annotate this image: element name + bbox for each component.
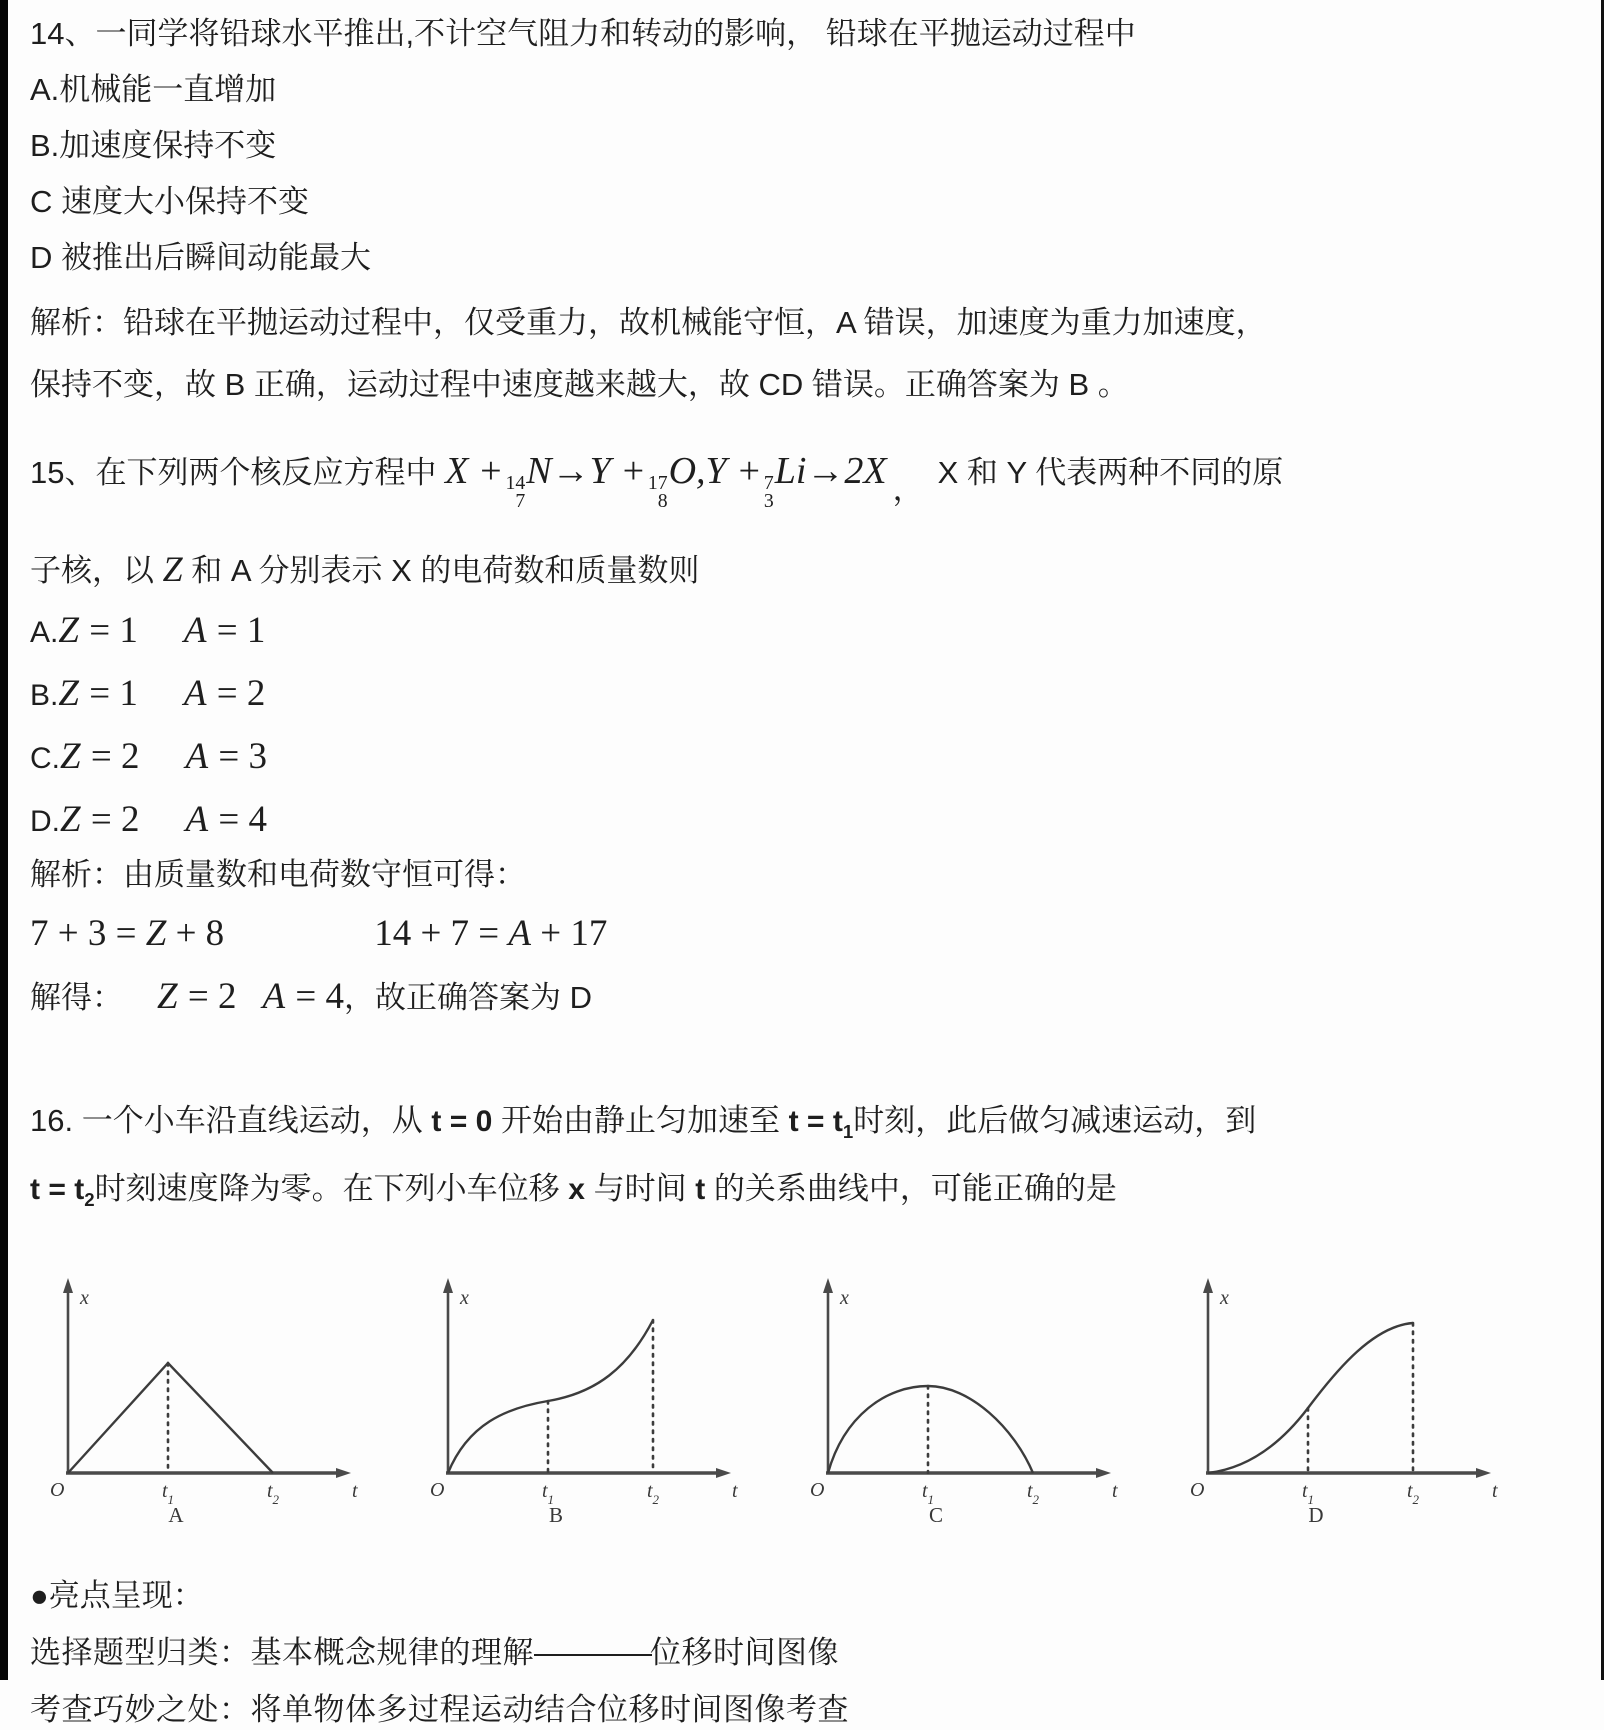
xt-graph-options	[38, 1268, 1564, 1526]
x-axis-label: t	[1112, 1480, 1118, 1503]
origin-label: O	[430, 1479, 445, 1502]
t1-tick-label: $t_1$	[1301, 1480, 1315, 1508]
graph-option-D	[1178, 1268, 1518, 1526]
curve	[828, 1386, 1033, 1473]
graph-option-A	[38, 1268, 378, 1526]
q14-stem: 14、一同学将铅球水平推出,不计空气阻力和转动的影响， 铅球在平抛运动过程中	[30, 16, 1136, 51]
q14-option-d: D 被推出后瞬间动能最大	[30, 240, 371, 275]
nuclide-Li-scripts: 7 3	[763, 471, 774, 512]
a-value: A = 4	[185, 799, 267, 841]
z-value: Z = 1	[58, 673, 138, 715]
y-axis-label: x	[1220, 1287, 1229, 1310]
highlights-line2: 考查巧妙之处：将单物体多过程运动结合位移时间图像考查	[30, 1692, 849, 1728]
nuclide-O-scripts: 17 8	[647, 471, 668, 512]
q15-option-b: B.Z = 1 A = 2	[30, 673, 266, 715]
xt-sketch-D	[1178, 1268, 1518, 1526]
y-axis-arrow	[1203, 1278, 1213, 1293]
option-letter: B	[548, 1503, 564, 1527]
xt-sketch-B	[418, 1268, 758, 1526]
math-x: x	[568, 1173, 586, 1207]
long-dash: ————	[534, 1635, 650, 1671]
q15-option-c: C.Z = 2 A = 3	[30, 736, 267, 778]
charge-equation: 7 + 3 = Z + 8	[30, 913, 225, 955]
nuclide-N-scripts: 14 7	[505, 471, 526, 512]
t1-tick-label: $t_1$	[921, 1480, 935, 1508]
t1-tick-label: $t_1$	[161, 1480, 175, 1508]
x-axis-arrow	[1096, 1468, 1111, 1478]
q15-stem	[30, 438, 1564, 523]
xt-sketch-C	[798, 1268, 1138, 1526]
option-letter: C	[928, 1503, 944, 1527]
highlights-header: ●亮点呈现：	[30, 1578, 204, 1614]
t2-tick-label: $t_2$	[266, 1480, 280, 1508]
x-axis-arrow	[336, 1468, 351, 1478]
q15-stem-prefix: 15、在下列两个核反应方程中	[30, 455, 446, 490]
z-result: Z = 2	[157, 976, 237, 1018]
y-axis-arrow	[63, 1278, 73, 1293]
graph-option-B	[418, 1268, 758, 1526]
origin-label: O	[810, 1479, 825, 1502]
a-result: A = 4	[262, 976, 344, 1018]
x-axis-label: t	[732, 1480, 738, 1503]
q16-stem	[30, 1092, 1564, 1228]
a-value: A = 1	[183, 610, 266, 652]
q15-stem-line2: 子核，以 Z 和 A 分别表示 X 的电荷数和质量数则	[30, 549, 700, 590]
q14-analysis	[30, 292, 1564, 416]
curve	[1208, 1323, 1413, 1473]
z-value: Z = 2	[60, 736, 140, 778]
y-axis-arrow	[823, 1278, 833, 1293]
x-axis-arrow	[1476, 1468, 1491, 1478]
t1-tick-label: $t_1$	[541, 1480, 555, 1508]
q15-stem-suffix: X 和 Y 代表两种不同的原	[937, 455, 1284, 490]
z-value: Z = 2	[60, 799, 140, 841]
x-axis-arrow	[716, 1468, 731, 1478]
mass-equation: 14 + 7 = A + 17	[374, 913, 608, 955]
q14-analysis-line1: 解析：铅球在平抛运动过程中，仅受重力，故机械能守恒，A 错误，加速度为重力加速度，	[30, 305, 1267, 340]
x-axis-label: t	[1492, 1480, 1498, 1503]
dotted-guides	[1308, 1323, 1413, 1473]
q15-conservation-equations	[30, 911, 1564, 956]
q16-line1: 16. 一个小车沿直线运动，从 t = 0 开始由静止匀加速至 $t = t_1$时刻，此后做匀减速运动，到	[30, 1103, 1257, 1143]
arrow-right: →	[551, 450, 590, 492]
q16-line2: $t = t_2$时刻速度降为零。在下列小车位移 x 与时间 t 的关系曲线中，可能正确的是	[30, 1171, 1117, 1211]
option-letter: D	[1308, 1503, 1324, 1527]
y-axis-label: x	[840, 1287, 849, 1310]
a-value: A = 2	[183, 673, 266, 715]
origin-label: O	[50, 1479, 65, 1502]
curve	[68, 1363, 273, 1473]
q14-analysis-line2: 保持不变，故 B 正确，运动过程中速度越来越大，故 CD 错误。正确答案为 B 。	[30, 367, 1129, 402]
xt-sketch-A	[38, 1268, 378, 1526]
nuclear-reaction-equation: X + 14 7 N→Y + 17 8 O,Y + 7 3 Li→2X	[445, 450, 887, 512]
x-axis-label: t	[352, 1480, 358, 1503]
q15-analysis-label: 解析：由质量数和电荷数守恒可得：	[30, 857, 526, 893]
y-axis-label: x	[80, 1287, 89, 1310]
arrow-right: →	[806, 450, 845, 492]
z-value: Z = 1	[58, 610, 138, 652]
graph-option-C	[798, 1268, 1138, 1526]
highlights-line1: 选择题型归类：基本概念规律的理解————位移时间图像	[30, 1635, 839, 1671]
origin-label: O	[1190, 1479, 1205, 1502]
scan-edge-left	[0, 0, 8, 1680]
q14-option-b: B.加速度保持不变	[30, 128, 277, 163]
t2-tick-label: $t_2$	[646, 1480, 660, 1508]
t2-tick-label: $t_2$	[1026, 1480, 1040, 1508]
option-letter: A	[168, 1503, 184, 1527]
y-axis-arrow	[443, 1278, 453, 1293]
q15-option-a: A.Z = 1 A = 1	[30, 610, 266, 652]
low-comma: ，	[892, 472, 924, 508]
var-Z: Z	[162, 549, 183, 590]
curve	[448, 1320, 653, 1473]
math-t1: $t = t_1$	[788, 1105, 854, 1143]
y-axis-label: x	[460, 1287, 469, 1310]
t2-tick-label: $t_2$	[1406, 1480, 1420, 1508]
math-t0: t = 0	[431, 1105, 493, 1139]
q15-solution: 解得： Z = 2 A = 4，故正确答案为 D	[30, 976, 592, 1018]
q14-option-a: A.机械能一直增加	[30, 72, 277, 107]
a-value: A = 3	[185, 736, 267, 778]
math-t: t	[695, 1173, 706, 1207]
q15-option-d: D.Z = 2 A = 4	[30, 799, 267, 841]
q14-option-c: C 速度大小保持不变	[30, 184, 309, 219]
math-t2: $t = t_2$	[30, 1173, 95, 1211]
